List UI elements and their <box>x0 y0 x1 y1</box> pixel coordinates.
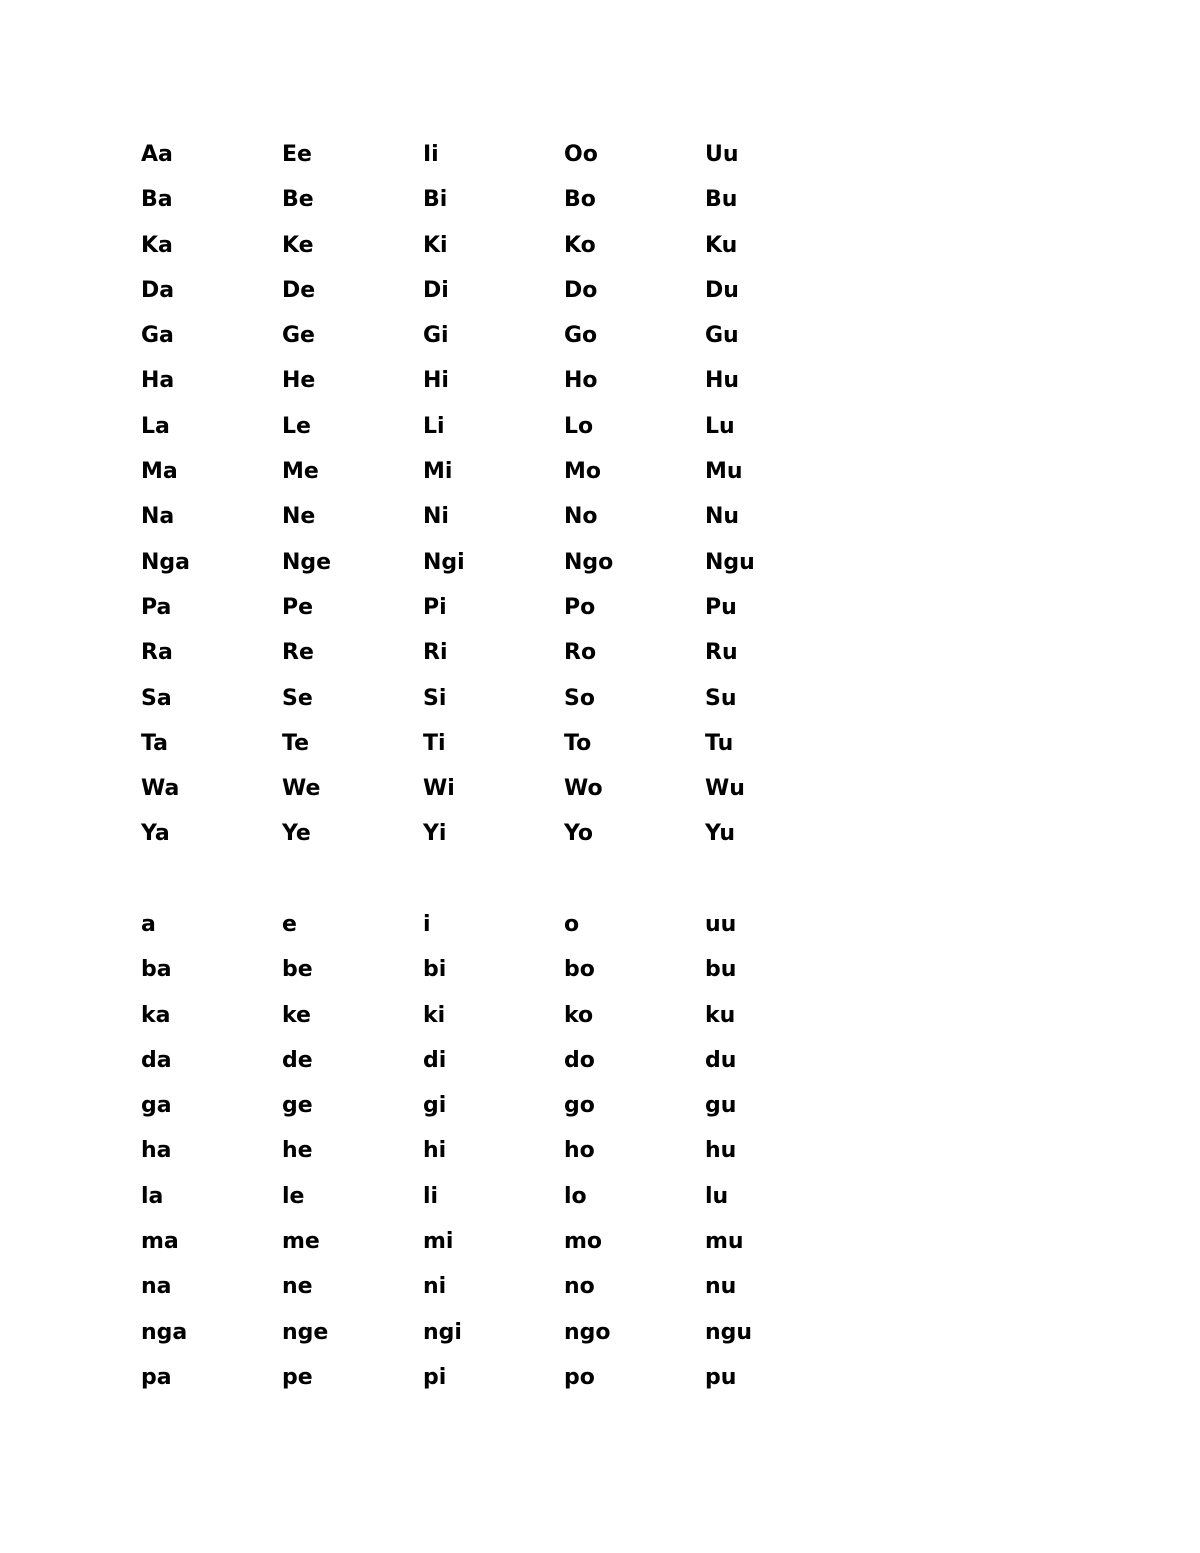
syllable-cell: Pi <box>423 594 447 620</box>
syllable-cell: pi <box>423 1364 447 1390</box>
syllable-cell: Sa <box>141 685 172 711</box>
syllable-cell: Gi <box>423 323 449 349</box>
syllable-cell: gu <box>705 1093 737 1119</box>
syllable-cell: de <box>282 1047 313 1073</box>
syllable-cell: Ra <box>141 640 173 666</box>
syllable-cell: Pa <box>141 594 172 620</box>
syllable-cell: Nge <box>282 549 332 575</box>
syllable-cell: lo <box>564 1183 587 1209</box>
syllable-cell: Ye <box>282 821 311 847</box>
syllable-cell: Pu <box>705 594 737 620</box>
syllable-row <box>141 177 846 222</box>
syllable-cell: Go <box>564 323 598 349</box>
syllable-cell: o <box>564 912 580 937</box>
syllable-cell: Ka <box>141 232 173 258</box>
syllable-cell: mi <box>423 1229 454 1255</box>
syllable-cell: na <box>141 1274 172 1300</box>
syllable-cell: Ta <box>141 730 169 756</box>
syllable-cell: uu <box>705 912 737 937</box>
syllable-cell: Mo <box>564 459 602 485</box>
syllable-cell: bu <box>705 957 737 983</box>
syllable-cell: Re <box>282 640 314 666</box>
syllable-cell: So <box>564 685 595 711</box>
syllable-cell: Me <box>282 459 319 485</box>
syllable-cell: mo <box>564 1229 603 1255</box>
syllable-cell: Gu <box>705 323 739 349</box>
syllable-cell: ne <box>282 1274 313 1300</box>
syllable-cell: me <box>282 1229 320 1255</box>
syllable-cell: Ni <box>423 504 449 530</box>
syllable-row <box>141 721 846 766</box>
syllable-cell: Ngo <box>564 549 614 575</box>
lowercase-syllable-table <box>141 902 846 1400</box>
syllable-cell: Ko <box>564 232 596 258</box>
syllable-row <box>141 268 846 313</box>
syllable-row <box>141 1219 846 1264</box>
syllable-cell: Li <box>423 413 445 439</box>
syllable-cell: Ki <box>423 232 448 258</box>
syllable-cell: Ya <box>141 821 170 847</box>
syllable-cell: pa <box>141 1364 172 1390</box>
syllable-cell: a <box>141 912 156 937</box>
syllable-cell: Su <box>705 685 737 711</box>
syllable-cell: Pe <box>282 594 314 620</box>
syllable-row <box>141 540 846 585</box>
syllable-cell: Nga <box>141 549 191 575</box>
syllable-cell: Te <box>282 730 310 756</box>
syllable-cell: Ho <box>564 368 598 394</box>
syllable-cell: hi <box>423 1138 447 1164</box>
syllable-row <box>141 630 846 675</box>
syllable-cell: Aa <box>141 142 173 167</box>
syllable-cell: Ti <box>423 730 446 756</box>
syllable-cell: Ke <box>282 232 314 258</box>
syllable-cell: no <box>564 1274 595 1300</box>
syllable-cell: Do <box>564 277 598 303</box>
syllable-row <box>141 585 846 630</box>
syllable-row <box>141 1083 846 1128</box>
syllable-cell: Ii <box>423 142 439 167</box>
syllable-cell: ge <box>282 1093 313 1119</box>
syllable-row <box>141 993 846 1038</box>
syllable-cell: mu <box>705 1229 744 1255</box>
syllable-row <box>141 313 846 358</box>
syllable-cell: Yo <box>564 821 594 847</box>
syllable-cell: nu <box>705 1274 737 1300</box>
syllable-cell: e <box>282 912 297 937</box>
syllable-cell: pu <box>705 1364 737 1390</box>
syllable-cell: Po <box>564 594 596 620</box>
syllable-cell: Ru <box>705 640 738 666</box>
syllable-cell: li <box>423 1183 439 1209</box>
uppercase-syllable-table <box>141 132 846 857</box>
syllable-cell: Ba <box>141 187 173 213</box>
syllable-cell: Wu <box>705 776 745 802</box>
syllable-cell: ho <box>564 1138 595 1164</box>
syllable-row <box>141 132 846 177</box>
syllable-cell: Mu <box>705 459 743 485</box>
syllable-cell: ki <box>423 1002 446 1028</box>
syllable-cell: Si <box>423 685 447 711</box>
syllable-cell: do <box>564 1047 595 1073</box>
syllable-cell: be <box>282 957 313 983</box>
syllable-cell: Hu <box>705 368 740 394</box>
syllable-row <box>141 811 846 856</box>
syllable-cell: ku <box>705 1002 736 1028</box>
syllable-cell: hu <box>705 1138 737 1164</box>
syllable-cell: du <box>705 1047 737 1073</box>
syllable-row <box>141 404 846 449</box>
syllable-row <box>141 1310 846 1355</box>
syllable-cell: Uu <box>705 142 739 167</box>
syllable-cell: Hi <box>423 368 449 394</box>
syllable-cell: He <box>282 368 316 394</box>
syllable-cell: ngo <box>564 1319 611 1345</box>
syllable-row <box>141 1128 846 1173</box>
syllable-cell: pe <box>282 1364 313 1390</box>
syllable-cell: Yi <box>423 821 447 847</box>
syllable-row <box>141 1355 846 1400</box>
syllable-cell: Be <box>282 187 314 213</box>
syllable-cell: To <box>564 730 592 756</box>
syllable-cell: i <box>423 912 431 937</box>
syllable-cell: We <box>282 776 321 802</box>
syllable-cell: lu <box>705 1183 729 1209</box>
syllable-cell: Na <box>141 504 175 530</box>
syllable-cell: gi <box>423 1093 447 1119</box>
syllable-cell: ni <box>423 1274 447 1300</box>
syllable-cell: Wa <box>141 776 180 802</box>
syllable-cell: bo <box>564 957 595 983</box>
syllable-cell: nga <box>141 1319 188 1345</box>
syllable-cell: Ngu <box>705 549 755 575</box>
syllable-cell: ngi <box>423 1319 462 1345</box>
syllable-cell: Se <box>282 685 313 711</box>
syllable-cell: he <box>282 1138 313 1164</box>
syllable-cell: Nu <box>705 504 740 530</box>
syllable-cell: bi <box>423 957 447 983</box>
syllable-cell: Bi <box>423 187 448 213</box>
syllable-cell: Du <box>705 277 739 303</box>
syllable-row <box>141 1174 846 1219</box>
syllable-cell: De <box>282 277 316 303</box>
syllable-cell: la <box>141 1183 164 1209</box>
syllable-cell: Oo <box>564 142 598 167</box>
syllable-cell: Di <box>423 277 449 303</box>
syllable-cell: Ku <box>705 232 738 258</box>
syllable-cell: ma <box>141 1229 179 1255</box>
syllable-cell: Ge <box>282 323 315 349</box>
syllable-cell: go <box>564 1093 595 1119</box>
syllable-cell: La <box>141 413 170 439</box>
syllable-cell: Ma <box>141 459 178 485</box>
syllable-cell: Wi <box>423 776 455 802</box>
syllable-row <box>141 223 846 268</box>
syllable-cell: po <box>564 1364 595 1390</box>
syllable-cell: Bu <box>705 187 738 213</box>
syllable-cell: Ha <box>141 368 175 394</box>
syllable-row <box>141 494 846 539</box>
syllable-cell: Ro <box>564 640 597 666</box>
syllable-cell: Lu <box>705 413 735 439</box>
syllable-cell: di <box>423 1047 447 1073</box>
syllable-cell: Yu <box>705 821 735 847</box>
syllable-cell: Ne <box>282 504 316 530</box>
syllable-cell: Lo <box>564 413 594 439</box>
syllable-row <box>141 1038 846 1083</box>
syllable-row <box>141 449 846 494</box>
syllable-row <box>141 358 846 403</box>
syllable-row <box>141 676 846 721</box>
syllable-cell: Le <box>282 413 311 439</box>
syllable-cell: Ngi <box>423 549 465 575</box>
syllable-cell: da <box>141 1047 172 1073</box>
syllable-cell: No <box>564 504 598 530</box>
syllable-cell: Ri <box>423 640 448 666</box>
syllable-cell: ga <box>141 1093 172 1119</box>
syllable-cell: ke <box>282 1002 311 1028</box>
syllable-cell: ba <box>141 957 172 983</box>
syllable-cell: Ee <box>282 142 312 167</box>
syllable-cell: ko <box>564 1002 594 1028</box>
syllable-cell: Wo <box>564 776 603 802</box>
syllable-row <box>141 947 846 992</box>
syllable-cell: le <box>282 1183 305 1209</box>
syllable-cell: Da <box>141 277 175 303</box>
syllable-row <box>141 1264 846 1309</box>
syllable-cell: Tu <box>705 730 734 756</box>
syllable-cell: Bo <box>564 187 596 213</box>
syllable-cell: Ga <box>141 323 174 349</box>
syllable-cell: ka <box>141 1002 171 1028</box>
syllable-cell: nge <box>282 1319 329 1345</box>
syllable-cell: Mi <box>423 459 453 485</box>
syllable-row <box>141 766 846 811</box>
syllable-cell: ngu <box>705 1319 753 1345</box>
syllable-row <box>141 902 846 947</box>
syllable-cell: ha <box>141 1138 172 1164</box>
